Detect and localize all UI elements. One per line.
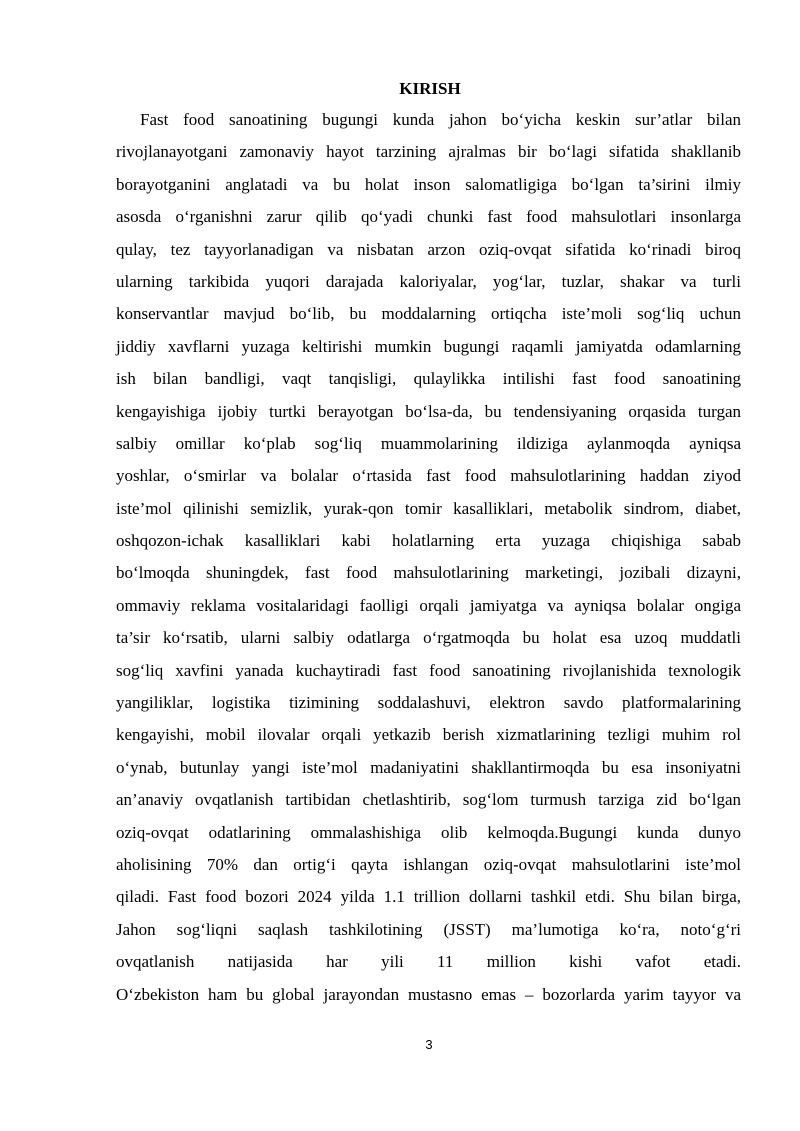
text-line: Jahon sog‘liqni saqlash tashkilotining (JSST) ma’lumotiga ko‘ra, noto‘g‘ri: [116, 919, 741, 939]
text-line: Fast food sanoatining bugungi kunda jahon bo‘yicha keskin sur’atlar bilan: [140, 110, 741, 129]
text-line: O‘zbekiston ham bu global jarayondan mustasno emas – bozorlarda yarim tayyor va: [116, 984, 741, 1004]
text-line: sog‘liq xavfini yanada kuchaytiradi fast food sanoatining rivojlanishida texnologik: [116, 660, 741, 680]
text-line: oshqozon-ichak kasalliklari kabi holatlarning erta yuzaga chiqishiga sabab: [116, 531, 741, 551]
text-line: yoshlar, o‘smirlar va bolalar o‘rtasida fast food mahsulotlarining haddan ziyod: [116, 466, 741, 486]
text-line: kengayishi, mobil ilovalar orqali yetkazib berish xizmatlarining tezligi muhim rol: [116, 725, 741, 745]
text-line: kengayishiga ijobiy turtki berayotgan bo‘lsa-da, bu tendensiyaning orqasida turgan: [116, 401, 741, 421]
text-line: salbiy omillar ko‘plab sog‘liq muammolarining ildiziga aylanmoqda ayniqsa: [116, 433, 741, 453]
text-line: borayotganini anglatadi va bu holat inson salomatligiga bo‘lgan ta’sirini ilmiy: [116, 174, 741, 194]
text-line: ovqatlanish natijasida har yili 11 million kishi vafot etadi.: [116, 952, 741, 972]
text-line: ommaviy reklama vositalaridagi faolligi orqali jamiyatga va ayniqsa bolalar ongiga: [116, 595, 741, 615]
text-line: asosda o‘rganishni zarur qilib qo‘yadi chunki fast food mahsulotlari insonlarga: [116, 207, 741, 227]
text-line: qiladi. Fast food bozori 2024 yilda 1.1 trillion dollarni tashkil etdi. Shu bilan birga,: [116, 887, 741, 907]
text-line: ularning tarkibida yuqori darajada kaloriyalar, yog‘lar, tuzlar, shakar va turli: [116, 271, 741, 291]
page-number: 3: [425, 1037, 433, 1052]
text-line: ta’sir ko‘rsatib, ularni salbiy odatlarga o‘rgatmoqda bu holat esa uzoq muddatli: [116, 628, 741, 648]
text-line: o‘ynab, butunlay yangi iste’mol madaniyatini shakllantirmoqda bu esa insoniyatni: [116, 757, 741, 777]
text-line: aholisining 70% dan ortig‘i qayta ishlangan oziq-ovqat mahsulotlarini iste’mol: [116, 854, 741, 874]
text-line: yangiliklar, logistika tizimining soddalashuvi, elektron savdo platformalarining: [116, 693, 741, 713]
text-line: oziq-ovqat odatlarining ommalashishiga olib kelmoqda.Bugungi kunda dunyo: [116, 822, 741, 842]
text-line: ish bilan bandligi, vaqt tanqisligi, qulaylikka intilishi fast food sanoatining: [116, 369, 741, 389]
text-line: bo‘lmoqda shuningdek, fast food mahsulotlarining marketingi, jozibali dizayni,: [116, 563, 741, 583]
text-line: qulay, tez tayyorlanadigan va nisbatan arzon oziq-ovqat sifatida ko‘rinadi biroq: [116, 239, 741, 259]
body-paragraph: [116, 104, 741, 1011]
text-line: an’anaviy ovqatlanish tartibidan chetlashtirib, sog‘lom turmush tarziga zid bo‘lgan: [116, 790, 741, 810]
text-line: iste’mol qilinishi semizlik, yurak-qon tomir kasalliklari, metabolik sindrom, diabet,: [116, 498, 741, 518]
text-line: rivojlanayotgani zamonaviy hayot tarzining ajralmas bir bo‘lagi sifatida shakllanib: [116, 142, 741, 162]
text-line: jiddiy xavflarni yuzaga keltirishi mumkin bugungi raqamli jamiyatda odamlarning: [116, 336, 741, 356]
section-heading: KIRISH: [399, 79, 461, 98]
text-line: konservantlar mavjud bo‘lib, bu moddalarning ortiqcha iste’moli sog‘liq uchun: [116, 304, 741, 324]
